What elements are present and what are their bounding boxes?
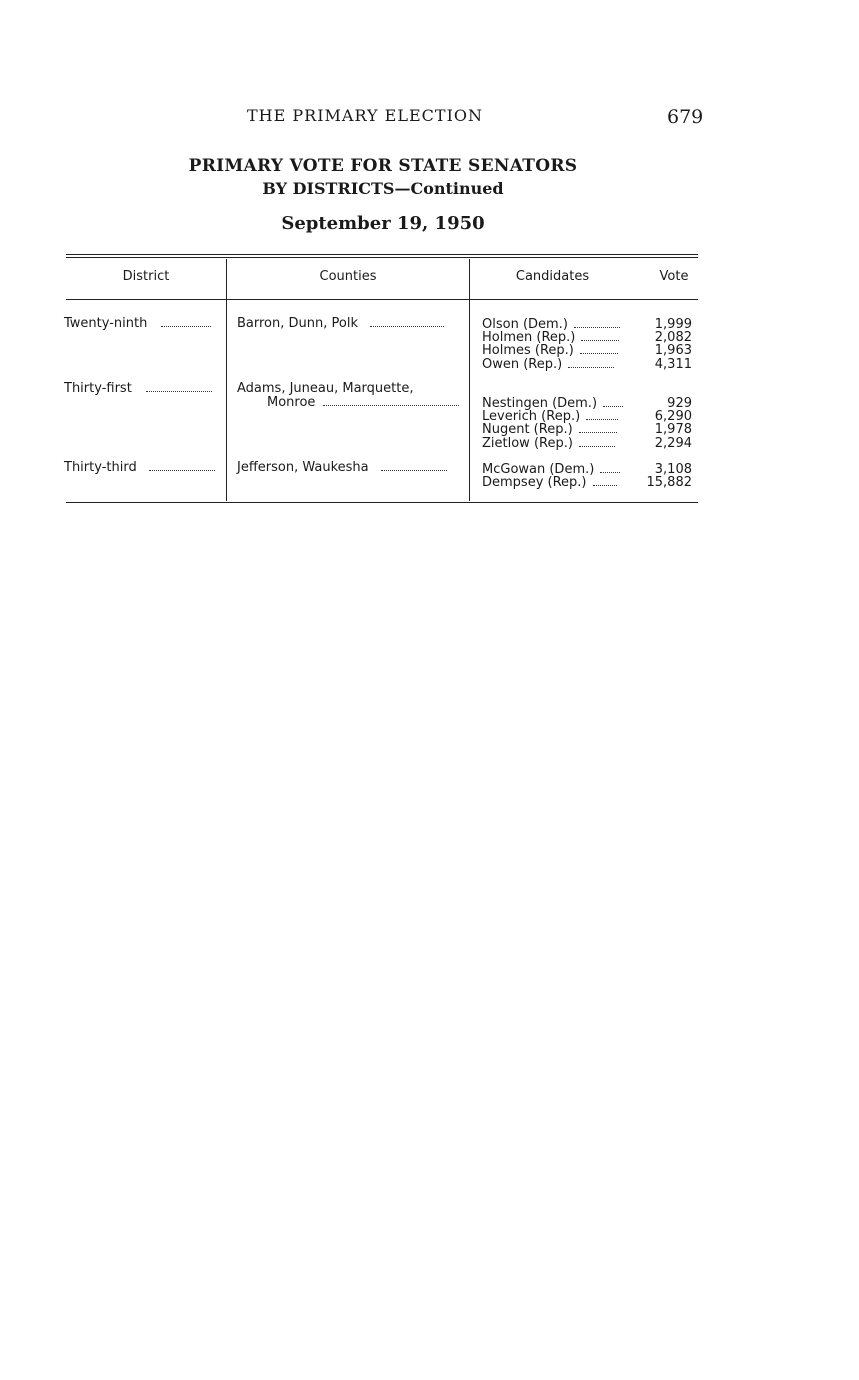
vote-value: 1,963: [654, 343, 692, 359]
table-bottom-rule: [66, 502, 698, 503]
dot-leader: [323, 396, 459, 406]
vote-value: 2,294: [654, 435, 692, 451]
candidate-name: Olson (Dem.): [482, 318, 620, 331]
dot-leader: [370, 317, 444, 327]
column-header-vote: Vote: [659, 269, 689, 284]
dot-leader: [593, 476, 617, 486]
vote-value: 3,108: [654, 462, 692, 477]
table-top-rule: [66, 254, 698, 255]
candidate-name: Holmen (Rep.): [482, 331, 620, 344]
dot-leader: [161, 317, 211, 327]
dot-leader: [574, 318, 620, 328]
candidate-name: McGowan (Dem.): [482, 463, 620, 476]
vote-value: 2,082: [654, 330, 692, 346]
counties-text: Jefferson, Waukesha: [237, 460, 369, 475]
counties-text: Barron, Dunn, Polk: [237, 316, 358, 331]
vote-value: 15,882: [646, 475, 692, 491]
page-number: 679: [667, 106, 704, 128]
table-header-rule: [66, 299, 698, 300]
district-name: Thirty-third: [64, 460, 137, 475]
counties-text-continued: Monroe: [267, 396, 459, 409]
candidate-name: Nestingen (Dem.): [482, 397, 623, 410]
election-date: September 19, 1950: [281, 213, 485, 234]
page-subtitle: BY DISTRICTS—Continued: [262, 179, 504, 198]
candidates-cell: [482, 463, 620, 489]
candidate-name: Dempsey (Rep.): [482, 476, 620, 489]
candidate-name: Zietlow (Rep.): [482, 437, 623, 450]
column-header-district: District: [122, 269, 170, 284]
district-name: Twenty-ninth: [64, 316, 148, 331]
dot-leader: [580, 344, 618, 354]
dot-leader: [579, 423, 617, 433]
column-header-candidates: Candidates: [515, 269, 590, 284]
dot-leader: [600, 463, 620, 473]
votes-cell: [632, 397, 692, 450]
vote-value: 6,290: [654, 409, 692, 425]
candidate-name: Leverich (Rep.): [482, 410, 623, 423]
candidate-name: Owen (Rep.): [482, 358, 620, 371]
dot-leader: [586, 410, 618, 420]
dot-leader: [146, 382, 212, 392]
dot-leader: [568, 358, 614, 368]
vote-value: 1,999: [654, 317, 692, 332]
dot-leader: [579, 437, 615, 447]
votes-cell: [632, 463, 692, 489]
dot-leader: [381, 461, 447, 471]
column-divider: [469, 259, 470, 501]
counties-cell: [237, 461, 447, 474]
counties-cell: [237, 382, 459, 409]
candidates-cell: [482, 318, 620, 371]
counties-cell: [237, 317, 444, 330]
district-name: Thirty-first: [64, 381, 132, 396]
district-cell: [64, 461, 215, 474]
votes-cell: [632, 318, 692, 371]
candidate-name: Nugent (Rep.): [482, 423, 623, 436]
dot-leader: [149, 461, 215, 471]
vote-value: 1,978: [654, 422, 692, 438]
column-header-counties: Counties: [319, 269, 377, 284]
district-cell: [64, 382, 212, 395]
table-top-rule-2: [66, 257, 698, 258]
page-title: PRIMARY VOTE FOR STATE SENATORS: [188, 156, 578, 176]
district-cell: [64, 317, 211, 330]
vote-value: 929: [667, 396, 692, 411]
counties-text: Adams, Juneau, Marquette,: [237, 381, 414, 396]
dot-leader: [603, 397, 623, 407]
vote-value: 4,311: [654, 356, 692, 372]
dot-leader: [581, 331, 619, 341]
candidate-name: Holmes (Rep.): [482, 344, 620, 357]
candidates-cell: [482, 397, 623, 450]
column-divider: [226, 259, 227, 501]
running-head: THE PRIMARY ELECTION: [247, 106, 483, 125]
